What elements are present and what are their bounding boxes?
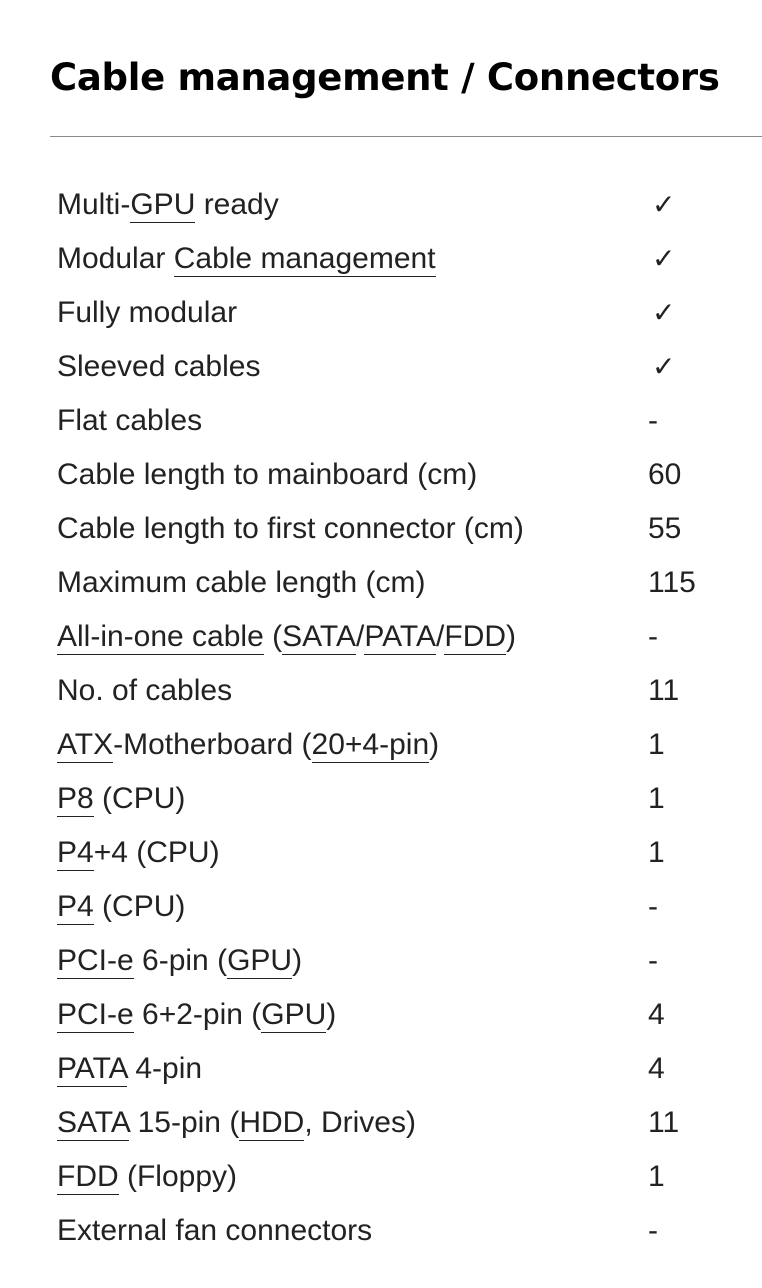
spec-label [57,718,648,772]
spec-table [57,178,762,1258]
glossary-link[interactable]: PATA [57,1052,128,1085]
label-text: 6-pin ( [133,944,228,977]
spec-row-pata-4-pin [57,1042,762,1096]
label-text: Maximum cable length (cm) [57,566,426,599]
label-text: / [356,620,365,653]
spec-label [57,934,648,988]
label-text: Cable length to first connector (cm) [57,512,524,545]
label-text: ) [429,728,440,761]
label-text: (CPU) [93,890,186,923]
label-text: , Drives) [304,1106,416,1139]
spec-row-pcie-6-pin [57,934,762,988]
glossary-link[interactable]: SATA [282,620,357,653]
spec-label [57,556,648,610]
spec-row-p4-cpu [57,880,762,934]
glossary-link[interactable]: HDD [239,1106,305,1139]
spec-label [57,178,648,232]
spec-value: 55 [648,512,682,545]
spec-label [57,826,648,880]
label-text: 15-pin ( [129,1106,240,1139]
label-text: Sleeved cables [57,350,261,383]
spec-row-sata-15-pin [57,1096,762,1150]
label-text: No. of cables [57,674,233,707]
glossary-link[interactable]: GPU [261,998,327,1031]
glossary-link[interactable]: All-in-one cable [57,620,264,653]
spec-row-fdd-floppy [57,1150,762,1204]
spec-row-external-fan-connectors [57,1204,762,1258]
label-text: (CPU) [93,782,186,815]
glossary-link[interactable]: Cable management [173,242,436,275]
label-text: 4-pin [127,1052,203,1085]
glossary-link[interactable]: P8 [57,782,94,815]
spec-label [57,610,648,664]
spec-row-cable-length-mainboard [57,448,762,502]
spec-value: 11 [648,1106,680,1139]
spec-label [57,1150,648,1204]
spec-value: - [648,890,658,923]
spec-label [57,448,648,502]
glossary-link[interactable]: P4 [57,890,94,923]
spec-row-modular-cable-management [57,232,762,286]
spec-label [57,232,648,286]
spec-value: 11 [648,674,680,707]
spec-row-p4-4-cpu [57,826,762,880]
glossary-link[interactable]: PCI-e [57,944,134,977]
label-text: 6+2-pin ( [133,998,262,1031]
label-text: ) [506,620,517,653]
spec-label [57,1096,648,1150]
spec-value: 115 [648,566,696,599]
glossary-link[interactable]: GPU [227,944,293,977]
spec-value: 1 [648,1160,665,1193]
spec-row-pcie-6-2-pin [57,988,762,1042]
spec-row-cable-length-first-connector [57,502,762,556]
label-text: Modular [57,242,174,275]
spec-label [57,880,648,934]
glossary-link[interactable]: FDD [57,1160,119,1193]
spec-row-all-in-one-cable [57,610,762,664]
spec-row-atx-motherboard [57,718,762,772]
section-title: Cable management / Connectors [50,56,720,99]
label-text: ) [292,944,303,977]
label-text: (Floppy) [118,1160,238,1193]
spec-row-fully-modular [57,286,762,340]
label-text: External fan connectors [57,1214,373,1247]
spec-row-flat-cables [57,394,762,448]
checkmark-icon: ✓ [652,188,676,221]
spec-label [57,772,648,826]
spec-label [57,1042,648,1096]
spec-label [57,394,648,448]
glossary-link[interactable]: ATX [57,728,114,761]
checkmark-icon: ✓ [652,296,676,329]
spec-value: - [648,620,658,653]
section-divider [50,136,762,137]
spec-value: 1 [648,782,665,815]
glossary-link[interactable]: SATA [57,1106,130,1139]
spec-value: - [648,404,658,437]
spec-row-maximum-cable-length [57,556,762,610]
label-text: Multi- [57,188,131,221]
checkmark-icon: ✓ [652,350,676,383]
spec-value: 1 [648,836,665,869]
spec-row-p8-cpu [57,772,762,826]
glossary-link[interactable]: FDD [444,620,507,653]
spec-value: 60 [648,458,682,491]
spec-value: 4 [648,1052,665,1085]
label-text: ( [263,620,283,653]
spec-label [57,340,648,394]
spec-row-sleeved-cables [57,340,762,394]
label-text: / [436,620,445,653]
checkmark-icon: ✓ [652,242,676,275]
spec-label [57,664,648,718]
spec-label [57,1204,648,1258]
label-text: Cable length to mainboard (cm) [57,458,478,491]
label-text: ready [195,188,279,221]
spec-label [57,988,648,1042]
spec-row-no-of-cables [57,664,762,718]
glossary-link[interactable]: P4 [57,836,94,869]
glossary-link[interactable]: GPU [130,188,196,221]
glossary-link[interactable]: PCI-e [57,998,134,1031]
spec-value: 4 [648,998,665,1031]
label-text: -Motherboard ( [113,728,312,761]
spec-row-multi-gpu-ready [57,178,762,232]
label-text: Flat cables [57,404,203,437]
glossary-link[interactable]: 20+4-pin [311,728,430,761]
label-text: Fully modular [57,296,238,329]
spec-value: - [648,944,658,977]
spec-label [57,286,648,340]
spec-label [57,502,648,556]
glossary-link[interactable]: PATA [364,620,437,653]
label-text: ) [326,998,337,1031]
spec-value: 1 [648,728,665,761]
spec-value: - [648,1214,658,1247]
label-text: +4 (CPU) [93,836,220,869]
